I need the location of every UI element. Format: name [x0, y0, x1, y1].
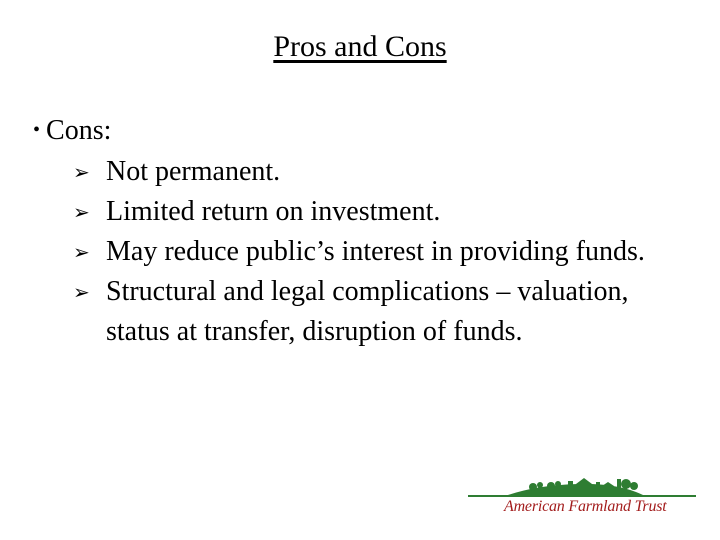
cons-list	[73, 152, 673, 352]
arrow-right-icon: ➢	[73, 280, 90, 304]
logo-text: American Farmland Trust	[504, 498, 667, 515]
list-item-text: Limited return on investment.	[106, 196, 441, 227]
cons-heading	[33, 115, 111, 147]
list-item	[73, 272, 673, 352]
arrow-right-icon: ➢	[73, 240, 90, 264]
list-item-text: Structural and legal complications – valuation, status at transfer, disruption of funds.	[106, 276, 629, 347]
cons-heading-text: Cons:	[46, 115, 112, 146]
list-item-text: Not permanent.	[106, 156, 281, 187]
list-item	[73, 152, 673, 192]
list-item	[73, 232, 673, 272]
list-item-text: May reduce public’s interest in providing funds.	[106, 236, 645, 267]
list-item	[73, 192, 673, 232]
arrow-right-icon: ➢	[73, 200, 90, 224]
bullet-dot-icon: •	[33, 119, 41, 141]
arrow-right-icon: ➢	[73, 160, 90, 184]
slide-title: Pros and Cons	[273, 30, 447, 63]
